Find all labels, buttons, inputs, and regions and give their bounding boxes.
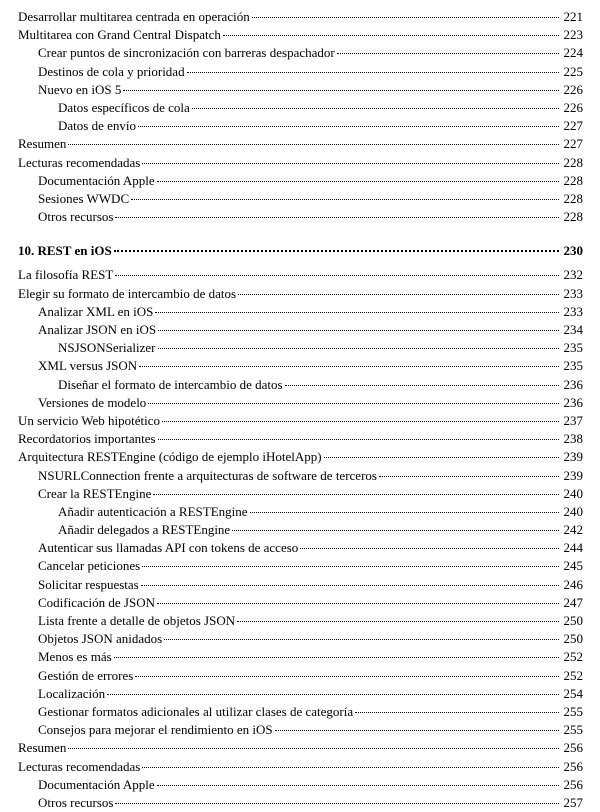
toc-entry-title: Gestión de errores: [38, 667, 134, 683]
dot-leader: [142, 566, 559, 567]
toc-entry-page-number: 252: [563, 667, 583, 683]
toc-entry[interactable]: [0, 266, 600, 284]
dot-leader: [250, 512, 559, 513]
dot-leader: [355, 712, 559, 713]
toc-entry-page-number: 226: [563, 81, 583, 97]
dot-leader: [142, 163, 559, 164]
toc-entry[interactable]: [0, 339, 600, 357]
toc-entry-title: Codificación de JSON: [38, 594, 155, 610]
dot-leader: [324, 457, 559, 458]
toc-entry-title: Versiones de modelo: [38, 394, 147, 410]
toc-entry-title: Destinos de cola y prioridad: [38, 63, 185, 79]
toc-entry[interactable]: [0, 208, 600, 226]
dot-leader: [107, 694, 559, 695]
toc-entry-page-number: 236: [563, 394, 583, 410]
toc-entry[interactable]: [0, 630, 600, 648]
toc-entry-page-number: 228: [563, 190, 583, 206]
dot-leader: [142, 767, 559, 768]
toc-entry[interactable]: [0, 794, 600, 812]
toc-entry-title: Crear puntos de sincronización con barreras despachador: [38, 45, 335, 61]
dot-leader: [285, 385, 559, 386]
toc-entry[interactable]: [0, 81, 600, 99]
section-gap: [0, 226, 600, 242]
dot-leader: [115, 217, 559, 218]
dot-leader: [158, 330, 559, 331]
toc-entry-page-number: 239: [563, 449, 583, 465]
toc-entry-title: Solicitar respuestas: [38, 576, 139, 592]
toc-entry[interactable]: [0, 303, 600, 321]
toc-entry-title: NSURLConnection frente a arquitecturas de software de terceros: [38, 467, 377, 483]
toc-entry[interactable]: [0, 394, 600, 412]
toc-entry[interactable]: [0, 357, 600, 375]
toc-entry[interactable]: [0, 376, 600, 394]
toc-entry-page-number: 237: [563, 412, 583, 428]
dot-leader: [139, 366, 559, 367]
toc-entry[interactable]: [0, 135, 600, 153]
toc-entry[interactable]: [0, 8, 600, 26]
toc-entry[interactable]: [0, 685, 600, 703]
toc-entry-title: NSJSONSerializer: [58, 340, 156, 356]
toc-entry-page-number: 235: [563, 358, 583, 374]
toc-entry-page-number: 238: [563, 431, 583, 447]
toc-entry-title: Lecturas recomendadas: [18, 758, 141, 774]
dot-leader: [115, 803, 559, 804]
toc-entry-page-number: 250: [563, 631, 583, 647]
toc-entry[interactable]: [0, 703, 600, 721]
toc-entry-page-number: 221: [563, 9, 583, 24]
toc-entry-page-number: 256: [563, 776, 583, 792]
toc-entry-page-number: 228: [563, 154, 583, 170]
dot-leader: [158, 348, 560, 349]
toc-entry-title: Un servicio Web hipotético: [18, 412, 161, 428]
toc-entry-title: Cancelar peticiones: [38, 558, 141, 574]
toc-entry-page-number: 233: [563, 303, 583, 319]
dot-leader: [131, 199, 559, 200]
toc-entry-title: Consejos para mejorar el rendimiento en iOS: [38, 722, 273, 738]
toc-entry-title: Objetos JSON anidados: [38, 631, 163, 647]
toc-entry-title: Datos de envío: [58, 118, 136, 134]
dot-leader: [275, 730, 559, 731]
toc-entry-title: Nuevo en iOS 5: [38, 81, 122, 97]
dot-leader: [148, 403, 559, 404]
toc-entry-title: Resumen: [18, 740, 67, 756]
dot-leader: [158, 439, 559, 440]
toc-entry-page-number: 254: [563, 685, 583, 701]
dot-leader: [238, 294, 559, 295]
toc-entry-page-number: 224: [563, 45, 583, 61]
toc-entry-page-number: 233: [563, 285, 583, 301]
dot-leader: [300, 548, 559, 549]
toc-entry-page-number: 235: [563, 340, 583, 356]
dot-leader: [114, 657, 559, 658]
toc-entry-page-number: 236: [563, 376, 583, 392]
toc-entry-title: Elegir su formato de intercambio de datos: [18, 285, 237, 301]
table-of-contents: [0, 8, 600, 812]
toc-entry[interactable]: [0, 539, 600, 557]
toc-entry-title: Documentación Apple: [38, 172, 155, 188]
toc-entry-title: Diseñar el formato de intercambio de datos: [58, 376, 283, 392]
toc-entry-page-number: 228: [563, 172, 583, 188]
toc-entry-title: La filosofía REST: [18, 267, 114, 283]
dot-leader: [237, 621, 559, 622]
toc-entry[interactable]: [0, 412, 600, 430]
toc-entry-title: Añadir delegados a RESTEngine: [58, 522, 231, 538]
toc-entry[interactable]: [0, 26, 600, 44]
dot-leader: [252, 17, 559, 18]
toc-entry-title: Gestionar formatos adicionales al utilizar clases de categoría: [38, 703, 354, 719]
toc-entry-page-number: 252: [563, 649, 583, 665]
toc-entry-page-number: 245: [563, 558, 583, 574]
dot-leader: [155, 312, 559, 313]
toc-entry[interactable]: [0, 721, 600, 739]
dot-leader: [337, 53, 559, 54]
dot-leader: [153, 494, 559, 495]
toc-entry-page-number: 227: [563, 136, 583, 152]
toc-entry-title: XML versus JSON: [38, 358, 138, 374]
toc-entry-title: Lista frente a detalle de objetos JSON: [38, 613, 236, 628]
toc-entry[interactable]: [0, 285, 600, 303]
toc-entry-title: Analizar JSON en iOS: [38, 322, 157, 337]
toc-entry[interactable]: [0, 576, 600, 594]
toc-entry[interactable]: [0, 485, 600, 503]
dot-leader: [162, 421, 559, 422]
toc-entry-page-number: 256: [563, 758, 583, 774]
toc-entry-page-number: 242: [563, 522, 583, 538]
toc-entry-page-number: 244: [563, 540, 583, 556]
toc-entry[interactable]: [0, 321, 600, 339]
dot-leader: [68, 144, 559, 145]
toc-entry[interactable]: [0, 739, 600, 757]
toc-entry[interactable]: [0, 99, 600, 117]
toc-entry[interactable]: [0, 44, 600, 62]
toc-entry[interactable]: [0, 612, 600, 630]
dot-leader: [141, 585, 559, 586]
toc-entry-title: Menos es más: [38, 649, 112, 665]
dot-leader: [187, 72, 559, 73]
toc-entry-page-number: 239: [563, 467, 583, 483]
toc-entry-title: Desarrollar multitarea centrada en operación: [18, 9, 250, 24]
toc-entry[interactable]: [0, 594, 600, 612]
toc-entry-title: Lecturas recomendadas: [18, 154, 141, 170]
toc-entry-page-number: 240: [563, 503, 583, 519]
toc-entry[interactable]: [0, 117, 600, 135]
toc-entry-title: 10. REST en iOS: [18, 243, 112, 259]
toc-entry[interactable]: [0, 448, 600, 466]
toc-entry-title: Analizar XML en iOS: [38, 303, 154, 319]
dot-leader: [135, 676, 559, 677]
toc-entry-page-number: 223: [563, 27, 583, 43]
dot-leader: [232, 530, 559, 531]
toc-entry-title: Añadir autenticación a RESTEngine: [58, 503, 248, 519]
toc-entry-page-number: 255: [563, 703, 583, 719]
toc-entry-page-number: 227: [563, 118, 583, 134]
toc-entry-page-number: 230: [563, 243, 583, 259]
toc-entry-title: Autenticar sus llamadas API con tokens de acceso: [38, 540, 299, 556]
toc-entry[interactable]: [0, 467, 600, 485]
dot-leader: [192, 108, 559, 109]
dot-leader: [379, 476, 559, 477]
dot-leader: [164, 639, 559, 640]
dot-leader: [68, 748, 559, 749]
toc-entry-title: Multitarea con Grand Central Dispatch: [18, 27, 221, 43]
toc-entry-page-number: 257: [563, 794, 583, 810]
dot-leader: [157, 603, 559, 604]
toc-entry[interactable]: [0, 154, 600, 172]
toc-entry-page-number: 234: [563, 322, 583, 337]
toc-entry-title: Datos específicos de cola: [58, 99, 190, 115]
toc-entry[interactable]: [0, 190, 600, 208]
toc-entry-page-number: 232: [563, 267, 583, 283]
toc-entry-page-number: 255: [563, 722, 583, 738]
toc-entry[interactable]: [0, 758, 600, 776]
toc-entry-page-number: 250: [563, 613, 583, 628]
dot-leader: [115, 275, 559, 276]
toc-entry-title: Otros recursos: [38, 209, 114, 225]
toc-entry-title: Arquitectura RESTEngine (código de ejemplo iHotelApp): [18, 449, 322, 465]
toc-entry[interactable]: [0, 430, 600, 448]
toc-entry[interactable]: [0, 521, 600, 539]
toc-entry-title: Otros recursos: [38, 794, 114, 810]
dot-leader: [223, 35, 559, 36]
toc-entry-title: Localización: [38, 685, 106, 701]
toc-entry[interactable]: [0, 557, 600, 575]
toc-entry-page-number: 256: [563, 740, 583, 756]
toc-entry-page-number: 228: [563, 209, 583, 225]
toc-entry-page-number: 226: [563, 99, 583, 115]
toc-entry[interactable]: [0, 63, 600, 81]
toc-entry-page-number: 225: [563, 63, 583, 79]
toc-entry-page-number: 246: [563, 576, 583, 592]
dot-leader: [123, 90, 559, 91]
dot-leader: [157, 181, 559, 182]
toc-entry-title: Resumen: [18, 136, 67, 152]
dot-leader: [114, 250, 559, 252]
toc-entry-page-number: 247: [563, 594, 583, 610]
toc-entry-page-number: 240: [563, 485, 583, 501]
toc-entry[interactable]: [0, 648, 600, 666]
toc-entry[interactable]: [0, 503, 600, 521]
dot-leader: [138, 126, 559, 127]
toc-entry-title: Crear la RESTEngine: [38, 485, 152, 501]
toc-entry[interactable]: [0, 667, 600, 685]
toc-chapter-entry[interactable]: [0, 242, 600, 260]
toc-entry-title: Recordatorios importantes: [18, 431, 156, 447]
toc-entry-title: Documentación Apple: [38, 776, 155, 792]
toc-entry[interactable]: [0, 172, 600, 190]
toc-entry[interactable]: [0, 776, 600, 794]
dot-leader: [157, 785, 559, 786]
toc-entry-title: Sesiones WWDC: [38, 190, 130, 206]
